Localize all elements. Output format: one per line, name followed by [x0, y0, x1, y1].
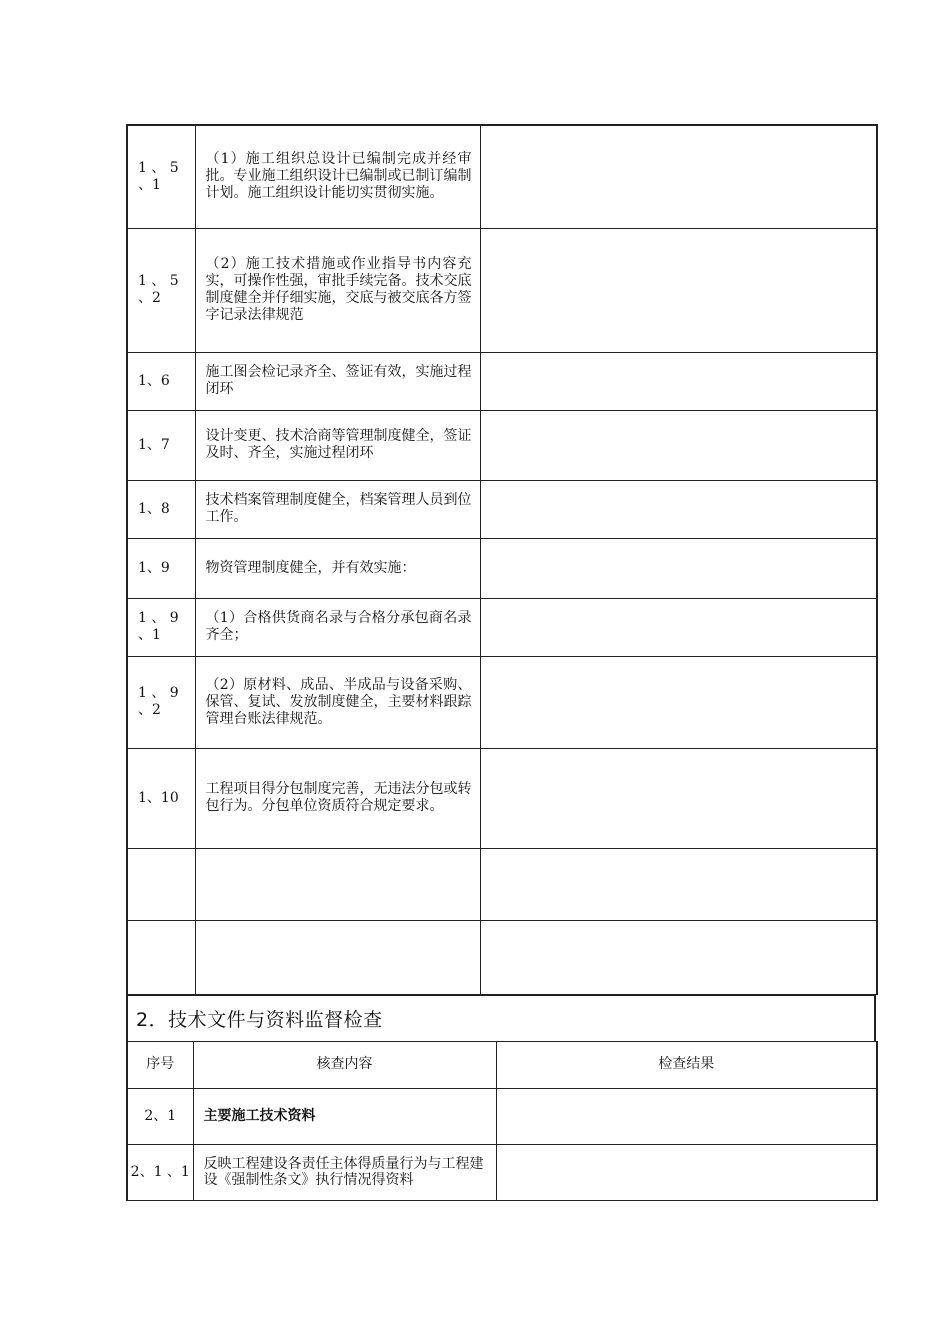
row-result[interactable]: [480, 598, 877, 656]
row-content: 物资管理制度健全，并有效实施：: [195, 538, 480, 598]
row-number: 2、1 、1: [127, 1144, 193, 1200]
row-result[interactable]: [496, 1088, 877, 1144]
row-number: 1、10: [127, 748, 195, 848]
table-row: [127, 410, 877, 480]
table-row: [127, 848, 877, 920]
table-row: [127, 125, 877, 228]
row-number: 1、6: [127, 352, 195, 410]
row-result[interactable]: [480, 748, 877, 848]
row-number: [127, 920, 195, 994]
row-content: 反映工程建设各责任主体得质量行为与工程建设《强制性条文》执行情况得资料: [193, 1144, 496, 1200]
table-row: [127, 352, 877, 410]
row-result[interactable]: [480, 125, 877, 228]
row-number: 1、7: [127, 410, 195, 480]
row-result[interactable]: [480, 848, 877, 920]
inspection-sheet: [126, 124, 876, 1201]
row-content: 设计变更、技术洽商等管理制度健全，签证及时、齐全，实施过程闭环: [195, 410, 480, 480]
section2-title: 2．技术文件与资料监督检查: [126, 995, 876, 1041]
table-row: [127, 598, 877, 656]
row-result[interactable]: [480, 656, 877, 748]
table-row: [127, 920, 877, 994]
table-row: [127, 1144, 877, 1200]
row-result[interactable]: [496, 1144, 877, 1200]
table-row: [127, 1088, 877, 1144]
row-number: 1 、 5 、1: [127, 125, 195, 228]
row-content: 主要施工技术资料: [193, 1088, 496, 1144]
row-content: 施工图会检记录齐全、签证有效，实施过程闭环: [195, 352, 480, 410]
row-result[interactable]: [480, 538, 877, 598]
table-row: [127, 228, 877, 352]
row-content: 工程项目得分包制度完善，无违法分包或转包行为。分包单位资质符合规定要求。: [195, 748, 480, 848]
table-row: [127, 748, 877, 848]
row-number: 1 、 9 、2: [127, 656, 195, 748]
section1-table: [126, 124, 878, 995]
row-result[interactable]: [480, 480, 877, 538]
row-content: [195, 920, 480, 994]
row-content: [195, 848, 480, 920]
row-result[interactable]: [480, 410, 877, 480]
row-number: 1 、 9 、1: [127, 598, 195, 656]
row-result[interactable]: [480, 228, 877, 352]
header-number: 序号: [127, 1041, 193, 1088]
table-row: [127, 538, 877, 598]
header-result: 检查结果: [496, 1041, 877, 1088]
table-row: [127, 656, 877, 748]
row-content: （1）施工组织总设计已编制完成并经审批。专业施工组织设计已编制或已制订编制计划。施工组织设计能切实贯彻实施。: [195, 125, 480, 228]
row-number: 1、8: [127, 480, 195, 538]
section2-table: [126, 1041, 878, 1201]
row-content: （2）原材料、成品、半成品与设备采购、保管、复试、发放制度健全，主要材料跟踪管理台账法律规范。: [195, 656, 480, 748]
table-row: [127, 480, 877, 538]
row-content: （2）施工技术措施或作业指导书内容充实，可操作性强，审批手续完备。技术交底制度健全并仔细实施，交底与被交底各方签字记录法律规范: [195, 228, 480, 352]
row-number: [127, 848, 195, 920]
row-number: 1 、 5 、2: [127, 228, 195, 352]
row-content: 技术档案管理制度健全，档案管理人员到位工作。: [195, 480, 480, 538]
row-result[interactable]: [480, 920, 877, 994]
row-number: 2、1: [127, 1088, 193, 1144]
row-number: 1、9: [127, 538, 195, 598]
row-content: （1）合格供货商名录与合格分承包商名录齐全；: [195, 598, 480, 656]
table-header-row: [127, 1041, 877, 1088]
row-result[interactable]: [480, 352, 877, 410]
header-content: 核查内容: [193, 1041, 496, 1088]
